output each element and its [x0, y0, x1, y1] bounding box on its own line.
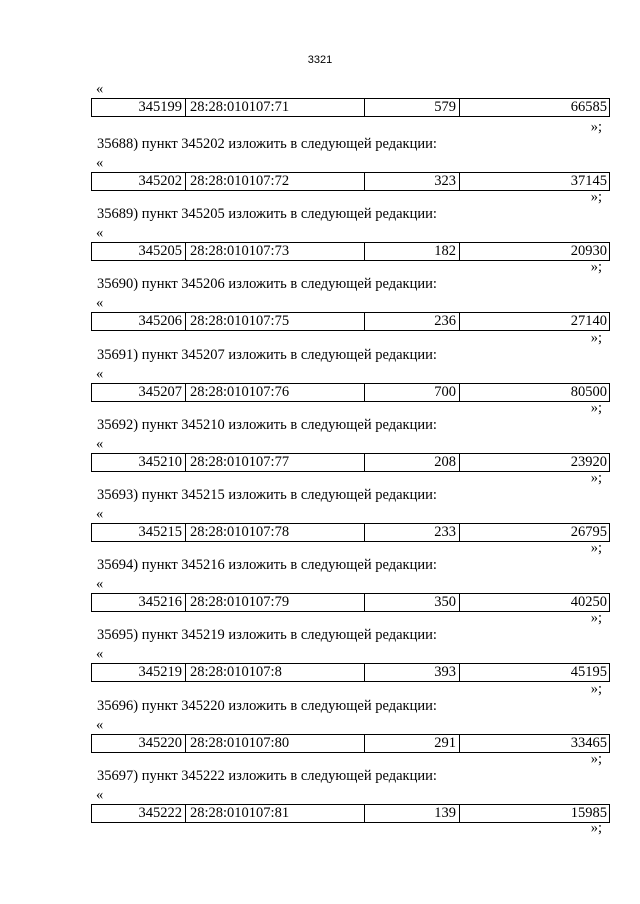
- cell-item-number: 345202: [92, 173, 186, 190]
- close-quote: »;: [590, 329, 602, 346]
- cell-item-number: 345205: [92, 243, 186, 260]
- cell-area: 208: [365, 454, 460, 471]
- entry-block: [91, 329, 610, 407]
- cell-area: 700: [365, 384, 460, 401]
- close-quote: »;: [590, 119, 602, 135]
- document-body: [91, 82, 610, 828]
- instruction-line: 35689) пункт 345205 изложить в следующей редакции:: [97, 206, 437, 223]
- instruction-line: 35694) пункт 345216 изложить в следующей редакции:: [97, 557, 437, 574]
- cell-value: 15985: [570, 804, 607, 821]
- instruction-line: 35690) пункт 345206 изложить в следующей редакции:: [97, 276, 437, 293]
- cell-item-number: 345222: [92, 805, 186, 822]
- entry-block: [91, 189, 610, 266]
- cell-item-number: 345219: [92, 664, 186, 681]
- table-row: [91, 804, 610, 823]
- cell-item-number: 345207: [92, 384, 186, 401]
- table-row: [91, 663, 610, 682]
- close-quote: »;: [590, 469, 602, 486]
- table-row: [91, 383, 610, 402]
- cell-value: 80500: [570, 383, 607, 400]
- cell-cadastral-number: 28:28:010107:81: [186, 805, 365, 822]
- cell-value: 27140: [570, 313, 607, 330]
- table-row: [91, 312, 610, 331]
- open-quote: «: [96, 505, 104, 522]
- open-quote: «: [96, 81, 104, 97]
- instruction-line: 35691) пункт 345207 изложить в следующей редакции:: [97, 346, 437, 363]
- entry-block: [91, 259, 610, 336]
- cell-item-number: 345210: [92, 454, 186, 471]
- instruction-line: 35692) пункт 345210 изложить в следующей редакции:: [97, 416, 437, 433]
- cell-value: 37145: [570, 173, 607, 189]
- cell-area: 139: [365, 805, 460, 822]
- open-quote: «: [96, 786, 104, 803]
- cell-value: 45195: [570, 664, 607, 681]
- entry-block: [91, 680, 610, 758]
- cell-item-number: 345206: [92, 313, 186, 330]
- cell-area: 350: [365, 594, 460, 611]
- entry-block: [91, 399, 610, 477]
- open-quote: «: [96, 716, 104, 733]
- close-quote: »;: [590, 399, 602, 416]
- cell-cadastral-number: 28:28:010107:77: [186, 454, 365, 471]
- table-row: [91, 98, 610, 117]
- page-number: 3321: [307, 54, 333, 66]
- entry-block: [91, 469, 610, 547]
- instruction-line: 35693) пункт 345215 изложить в следующей редакции:: [97, 486, 437, 503]
- cell-cadastral-number: 28:28:010107:76: [186, 384, 365, 401]
- close-quote: »;: [590, 820, 602, 836]
- instruction-line: 35695) пункт 345219 изложить в следующей редакции:: [97, 627, 437, 644]
- close-quote: »;: [590, 750, 602, 767]
- open-quote: «: [96, 435, 104, 452]
- cell-area: 579: [365, 99, 460, 116]
- table-row: [91, 242, 610, 261]
- cell-value: 66585: [570, 99, 607, 115]
- close-quote: »;: [590, 189, 602, 206]
- cell-value: 26795: [570, 523, 607, 540]
- cell-area: 291: [365, 735, 460, 752]
- cell-area: 393: [365, 664, 460, 681]
- table-row: [91, 172, 610, 191]
- close-quote: »;: [590, 259, 602, 276]
- cell-cadastral-number: 28:28:010107:72: [186, 173, 365, 190]
- cell-cadastral-number: 28:28:010107:78: [186, 524, 365, 541]
- entry-block: [91, 750, 610, 828]
- cell-item-number: 345216: [92, 594, 186, 611]
- cell-value: 33465: [570, 734, 607, 751]
- entry-block-first: [91, 82, 610, 126]
- instruction-line: 35696) пункт 345220 изложить в следующей редакции:: [97, 697, 437, 714]
- cell-cadastral-number: 28:28:010107:75: [186, 313, 365, 330]
- cell-item-number: 345199: [92, 99, 186, 116]
- cell-value: 20930: [570, 243, 607, 260]
- open-quote: «: [96, 225, 104, 242]
- cell-area: 236: [365, 313, 460, 330]
- table-row: [91, 523, 610, 542]
- cell-area: 323: [365, 173, 460, 190]
- open-quote: «: [96, 646, 104, 663]
- instruction-line: 35688) пункт 345202 изложить в следующей редакции:: [97, 136, 437, 152]
- cell-area: 233: [365, 524, 460, 541]
- close-quote: »;: [590, 610, 602, 627]
- entry-block: [91, 610, 610, 687]
- open-quote: «: [96, 576, 104, 593]
- cell-cadastral-number: 28:28:010107:73: [186, 243, 365, 260]
- table-row: [91, 734, 610, 753]
- open-quote: «: [96, 155, 104, 171]
- cell-item-number: 345220: [92, 735, 186, 752]
- table-row: [91, 593, 610, 612]
- close-quote: »;: [590, 680, 602, 697]
- cell-item-number: 345215: [92, 524, 186, 541]
- cell-cadastral-number: 28:28:010107:80: [186, 735, 365, 752]
- table-row: [91, 453, 610, 472]
- cell-value: 40250: [570, 594, 607, 611]
- open-quote: «: [96, 365, 104, 382]
- cell-cadastral-number: 28:28:010107:79: [186, 594, 365, 611]
- entries-list: [91, 119, 610, 828]
- cell-area: 182: [365, 243, 460, 260]
- instruction-line: 35697) пункт 345222 изложить в следующей редакции:: [97, 767, 437, 784]
- cell-value: 23920: [570, 453, 607, 470]
- cell-cadastral-number: 28:28:010107:8: [186, 664, 365, 681]
- entry-block: [91, 119, 610, 196]
- close-quote: »;: [590, 540, 602, 557]
- entry-block: [91, 540, 610, 617]
- open-quote: «: [96, 295, 104, 312]
- cell-cadastral-number: 28:28:010107:71: [186, 99, 365, 116]
